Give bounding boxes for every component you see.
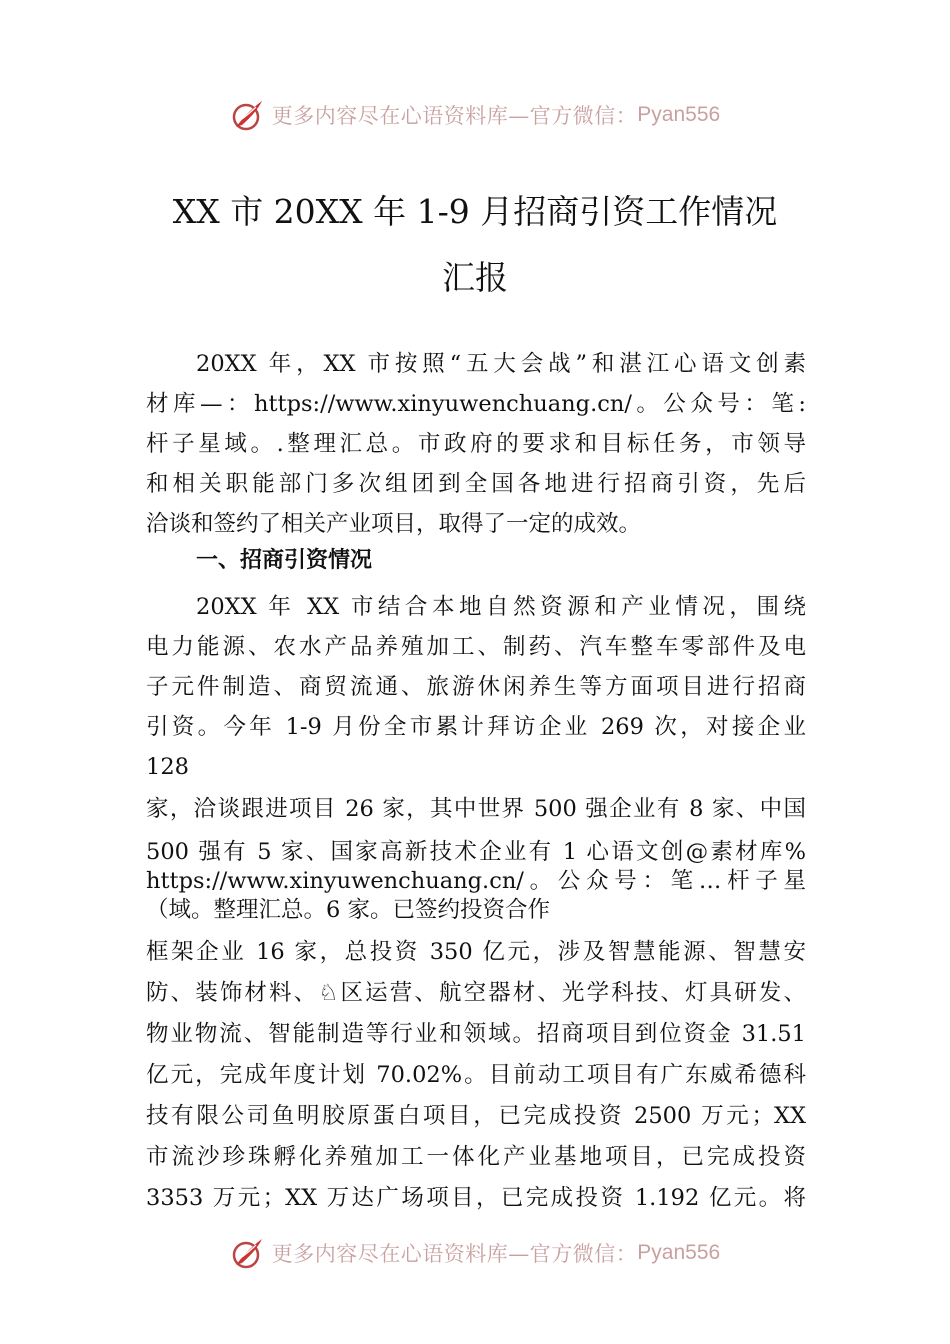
paragraph-line: 市流沙珍珠孵化养殖加工一体化产业基地项目，已完成投资 <box>146 1144 806 1170</box>
header-banner <box>0 95 950 135</box>
paragraph-line: 引资。今年 1-9 月份全市累计拜访企业 269 次，对接企业 <box>146 714 806 740</box>
paragraph-line: 128 <box>146 754 189 780</box>
paragraph-line: https://www.xinyuwenchuang.cn/。公众号：笔…杆子星 <box>146 868 806 894</box>
paragraph-line: 杆子星域。.整理汇总。市政府的要求和目标任务，市领导 <box>146 431 806 457</box>
paragraph-line: 防、装饰材料、♘区运营、航空器材、光学科技、灯具研发、 <box>146 980 806 1006</box>
paragraph-line: 家，洽谈跟进项目 26 家，其中世界 500 强企业有 8 家、中国 <box>146 796 806 822</box>
section-heading: 一、招商引资情况 <box>196 548 373 573</box>
paragraph-line: 500 强有 5 家、国家高新技术企业有 1 心语文创@素材库% <box>146 839 806 865</box>
paragraph-line: （域。整理汇总。6 家。已签约投资合作 <box>146 897 550 923</box>
paragraph-line: 洽谈和签约了相关产业项目，取得了一定的成效。 <box>146 511 642 537</box>
paragraph-line: 和相关职能部门多次组团到全国各地进行招商引资，先后 <box>146 471 806 497</box>
document-title-line-2: 汇报 <box>442 258 508 297</box>
footer-banner <box>0 1233 950 1273</box>
paragraph-line: 物业物流、智能制造等行业和领域。招商项目到位资金 31.51 <box>146 1021 806 1047</box>
paragraph-line: 20XX 年，XX 市按照“五大会战”和湛江心语文创素 <box>196 351 806 377</box>
paragraph-line: 材库—：https://www.xinyuwenchuang.cn/。公众号：笔: <box>146 391 806 417</box>
paragraph-line: 20XX 年 XX 市结合本地自然资源和产业情况，围绕 <box>196 594 806 620</box>
paragraph-line: 亿元，完成年度计划 70.02%。目前动工项目有广东威希德科 <box>146 1062 806 1088</box>
banner-wechat-id: Pyan556 <box>637 1241 721 1264</box>
banner-wechat-id: Pyan556 <box>637 103 721 126</box>
banner-text: 更多内容尽在心语资料库—官方微信： <box>271 1242 638 1266</box>
paragraph-line: 子元件制造、商贸流通、旅游休闲养生等方面项目进行招商 <box>146 674 806 700</box>
quill-logo-icon <box>230 97 266 133</box>
banner-text: 更多内容尽在心语资料库—官方微信： <box>271 104 638 128</box>
quill-logo-icon <box>230 1235 266 1271</box>
document-title-line-1: XX 市 20XX 年 1-9 月招商引资工作情况 <box>172 192 778 231</box>
paragraph-line: 电力能源、农水产品养殖加工、制药、汽车整车零部件及电 <box>146 634 806 660</box>
paragraph-line: 技有限公司鱼明胶原蛋白项目，已完成投资 2500 万元；XX <box>146 1103 806 1129</box>
paragraph-line: 3353 万元；XX 万达广场项目，已完成投资 1.192 亿元。将 <box>146 1185 806 1211</box>
paragraph-line: 框架企业 16 家，总投资 350 亿元，涉及智慧能源、智慧安 <box>146 939 806 965</box>
